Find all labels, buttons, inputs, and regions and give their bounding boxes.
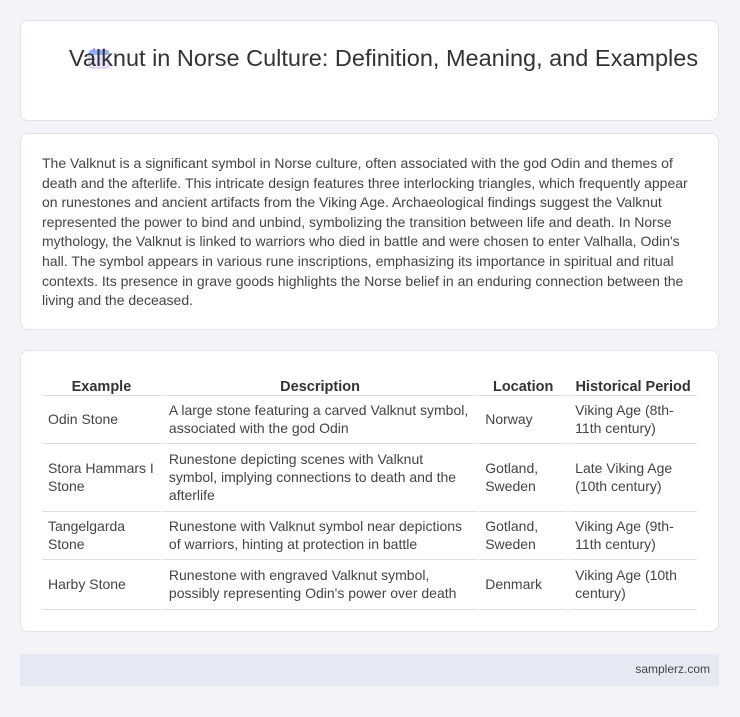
header-description: Description <box>162 373 478 395</box>
footer-site-link[interactable]: samplerz.com <box>635 662 710 676</box>
cell-example: Stora Hammars I Stone <box>42 443 162 511</box>
cell-description: Runestone depicting scenes with Valknut symbol, implying connections to death and the afterlife <box>162 443 478 511</box>
header-location: Location <box>478 373 568 395</box>
cell-location: Denmark <box>478 559 568 609</box>
cell-description: Runestone with engraved Valknut symbol, possibly representing Odin's power over death <box>162 559 478 609</box>
header-example: Example <box>42 373 162 395</box>
table-header-row <box>42 373 698 395</box>
cell-location: Gotland, Sweden <box>478 443 568 511</box>
page-title-text: Valknut in Norse Culture: Definition, Meaning, and Examples <box>68 45 699 71</box>
examples-table <box>42 373 699 610</box>
page-title <box>21 43 718 73</box>
cell-location: Gotland, Sweden <box>478 511 568 559</box>
cell-period: Viking Age (8th-11th century) <box>568 395 698 443</box>
cell-example: Odin Stone <box>42 395 162 443</box>
cell-period: Viking Age (10th century) <box>568 559 698 609</box>
cell-location: Norway <box>478 395 568 443</box>
footer <box>20 654 719 686</box>
cell-period: Late Viking Age (10th century) <box>568 443 698 511</box>
table-row <box>42 511 698 559</box>
examples-card <box>20 350 719 632</box>
title-card <box>20 20 719 121</box>
table-row <box>42 443 698 511</box>
intro-card <box>20 133 719 330</box>
cell-example: Tangelgarda Stone <box>42 511 162 559</box>
cell-period: Viking Age (9th-11th century) <box>568 511 698 559</box>
header-period: Historical Period <box>568 373 698 395</box>
cell-description: Runestone with Valknut symbol near depictions of warriors, hinting at protection in battle <box>162 511 478 559</box>
cell-description: A large stone featuring a carved Valknut symbol, associated with the god Odin <box>162 395 478 443</box>
table-row <box>42 395 698 443</box>
cell-example: Harby Stone <box>42 559 162 609</box>
table-row <box>42 559 698 609</box>
intro-paragraph: The Valknut is a significant symbol in Norse culture, often associated with the god Odin and themes of death and the afterlife. This intricate design features three interlocking triangles, which frequently appear on runestones and ancient artifacts from the Viking Age. Archaeological findings suggest the Valknut represented the power to bind and unbind, symbolizing the transition between life and death. In Norse mythology, the Valknut is linked to warriors who died in battle and were chosen to enter Valhalla, Odin's hall. The symbol appears in various rune inscriptions, emphasizing its importance in spiritual and ritual contexts. Its presence in grave goods highlights the Norse belief in an enduring connection between the living and the deceased. <box>42 155 688 309</box>
